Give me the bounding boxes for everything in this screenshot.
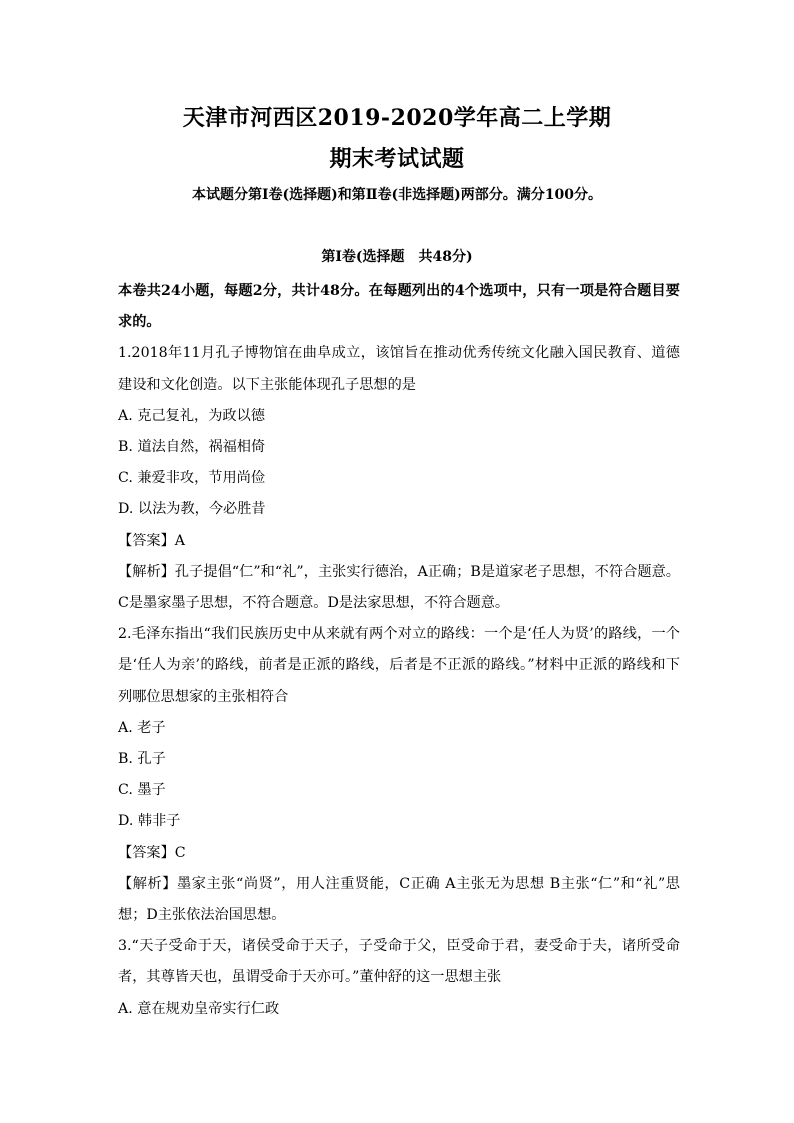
question-2-option-a: A. 老子	[118, 719, 166, 736]
question-2-option-b: B. 孔子	[118, 751, 166, 768]
question-1-stem: 1.2018年11月孔子博物馆在曲阜成立，该馆旨在推动优秀传统文化融入国民教育、道德建设和文化创造。以下主张能体现孔子思想的是	[118, 345, 680, 393]
document-title-line1: 天津市河西区2019-2020学年高二上学期	[182, 105, 612, 131]
question-2-option-d: D. 韩非子	[118, 813, 181, 830]
section-instruction: 本卷共24小题，每题2分，共计48分。在每题列出的4个选项中，只有一项是符合题目要求的。	[118, 283, 680, 331]
question-1-answer: 【答案】A	[118, 532, 185, 549]
exam-note: 本试题分第Ⅰ卷(选择题)和第Ⅱ卷(非选择题)两部分。满分100分。	[191, 187, 603, 203]
section-heading: 第Ⅰ卷(选择题 共48分)	[321, 249, 473, 265]
question-3-option-a: A. 意在规劝皇帝实行仁政	[118, 1000, 280, 1017]
question-1-option-b: B. 道法自然，祸福相倚	[118, 439, 266, 456]
question-2-answer: 【答案】C	[118, 844, 186, 861]
question-2-analysis: 【解析】墨家主张“尚贤”，用人注重贤能，C正确 A主张无为思想 B主张“仁”和“礼”思想；D主张依法治国思想。	[118, 875, 680, 924]
document-title-line2: 期末考试试题	[329, 146, 465, 172]
question-1-analysis: 【解析】孔子提倡“仁”和“礼”，主张实行德治，A正确；B是道家老子思想，不符合题意。C是墨家墨子思想，不符合题意。D是法家思想，不符合题意。	[118, 563, 680, 612]
question-1-option-c: C. 兼爱非攻，节用尚俭	[118, 470, 266, 487]
document-body	[118, 276, 680, 1025]
question-1-option-d: D. 以法为教，今必胜昔	[118, 501, 266, 518]
question-2-stem: 2.毛泽东指出“我们民族历史中从来就有两个对立的路线：一个是‘任人为贤’的路线，一个是‘任人为亲’的路线，前者是正派的路线，后者是不正派的路线。”材料中正派的路线和下列哪位思想家的主张相符合	[118, 626, 680, 705]
question-2-option-c: C. 墨子	[118, 782, 166, 799]
question-1-option-a: A. 克己复礼，为政以德	[118, 407, 265, 424]
question-3-stem: 3.“天子受命于天，诸侯受命于天子，子受命于父，臣受命于君，妻受命于夫，诸所受命者，其尊皆天也，虽谓受命于天亦可。”董仲舒的这一思想主张	[118, 938, 680, 986]
